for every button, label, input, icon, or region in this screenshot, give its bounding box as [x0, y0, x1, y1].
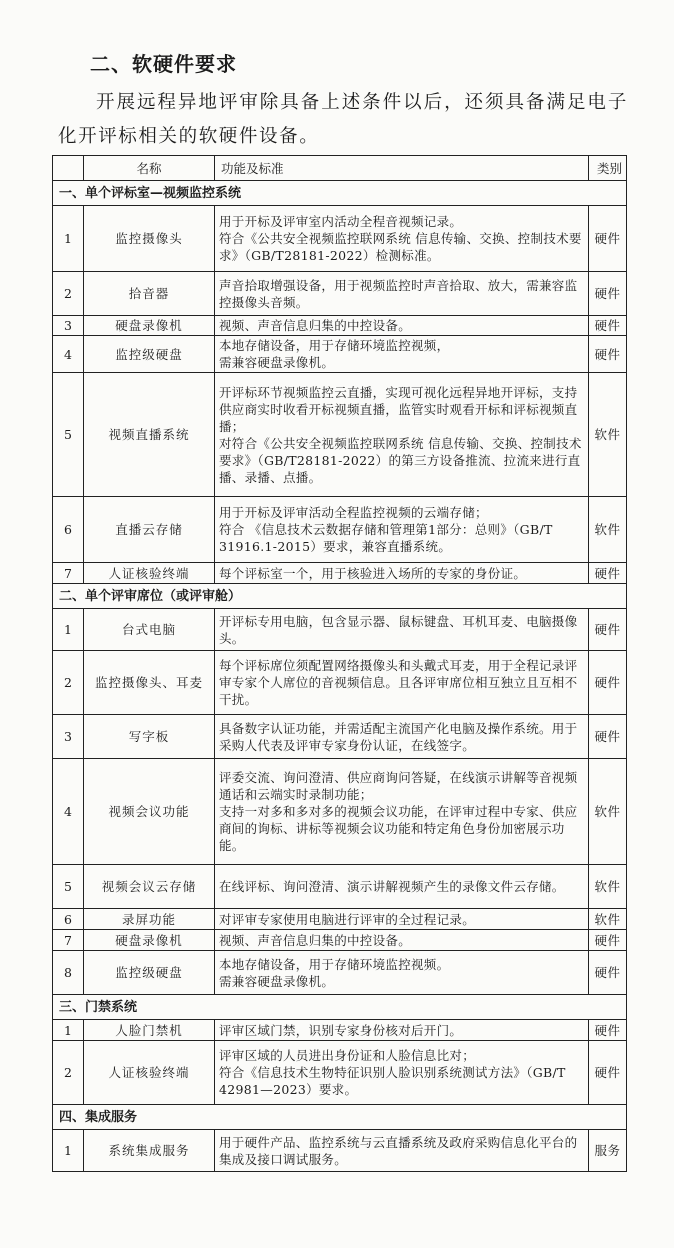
- item-name: 监控级硬盘: [84, 951, 215, 995]
- item-description: [215, 272, 589, 316]
- table-row: [53, 1041, 627, 1105]
- item-type: 硬件: [589, 609, 627, 651]
- description-line: 符合《信息技术生物特征识别人脸识别系统测试方法》（GB/T 42981—2023）要求。: [219, 1065, 566, 1097]
- item-name: 视频直播系统: [84, 373, 215, 497]
- row-number: 1: [53, 609, 84, 651]
- section-row: [53, 584, 627, 609]
- table-row: [53, 1020, 627, 1041]
- item-description: [215, 1041, 589, 1105]
- item-type: 硬件: [589, 1041, 627, 1105]
- description-line: 在线评标、询问澄清、演示讲解视频产生的录像文件云存储。: [219, 879, 565, 894]
- item-description: [215, 563, 589, 584]
- intro-paragraph: 开展远程异地评审除具备上述条件以后，还须具备满足电子化开评标相关的软硬件设备。: [58, 92, 628, 147]
- item-type: 硬件: [589, 951, 627, 995]
- item-description: [215, 759, 589, 865]
- description-line: 需兼容硬盘录像机。: [219, 973, 335, 989]
- table-row: [53, 609, 627, 651]
- section-title: 三、门禁系统: [53, 995, 627, 1020]
- item-type: 硬件: [589, 651, 627, 715]
- row-number: 2: [53, 651, 84, 715]
- table-row: [53, 563, 627, 584]
- item-description: [215, 316, 589, 336]
- item-description: [215, 1130, 589, 1172]
- item-name: 写字板: [84, 715, 215, 759]
- section-heading: 二、软硬件要求: [90, 52, 237, 76]
- item-name: 视频会议功能: [84, 759, 215, 865]
- table-row: [53, 1130, 627, 1172]
- description-line: 评审区域的人员进出身份证和人脸信息比对；: [219, 1048, 476, 1063]
- header-type: 类别: [589, 156, 627, 181]
- description-line: 用于开标及评审室内活动全程音视频记录。: [219, 214, 463, 229]
- description-line: 评委交流、询问澄清、供应商询问答疑，在线演示讲解等音视频通话和云端实时录制功能；: [219, 770, 578, 802]
- item-type: 软件: [589, 497, 627, 563]
- item-name: 硬盘录像机: [84, 316, 215, 336]
- table-row: [53, 865, 627, 909]
- description-line: 对评审专家使用电脑进行评审的全过程记录。: [219, 911, 476, 927]
- item-name: 拾音器: [84, 272, 215, 316]
- item-description: [215, 909, 589, 930]
- description-line: 符合《公共安全视频监控联网系统 信息传输、交换、控制技术要求》（GB/T28181-2022）检测标准。: [219, 231, 582, 263]
- item-type: 硬件: [589, 715, 627, 759]
- section-row: [53, 995, 627, 1020]
- row-number: 1: [53, 1130, 84, 1172]
- description-line: 视频、声音信息归集的中控设备。: [219, 932, 412, 948]
- item-name: 人证核验终端: [84, 563, 215, 584]
- row-number: 7: [53, 563, 84, 584]
- row-number: 5: [53, 865, 84, 909]
- description-line: 需兼容硬盘录像机。: [219, 355, 335, 370]
- description-line: 支持一对多和多对多的视频会议功能，在评审过程中专家、供应商间的询标、讲标等视频会议功能和特定角色身份加密展示功能。: [219, 804, 578, 853]
- table-row: [53, 759, 627, 865]
- table-header-row: [53, 156, 627, 181]
- item-name: 监控摄像头: [84, 206, 215, 272]
- description-line: 开评标专用电脑，包含显示器、鼠标键盘、耳机耳麦、电脑摄像头。: [219, 613, 578, 646]
- item-type: 硬件: [589, 1020, 627, 1041]
- item-name: 台式电脑: [84, 609, 215, 651]
- item-description: [215, 336, 589, 373]
- row-number: 3: [53, 715, 84, 759]
- row-number: 1: [53, 206, 84, 272]
- item-description: [215, 715, 589, 759]
- table-row: [53, 272, 627, 316]
- item-description: [215, 206, 589, 272]
- description-line: 本地存储设备，用于存储环境监控视频，: [219, 338, 450, 353]
- item-name: 监控摄像头、耳麦: [84, 651, 215, 715]
- header-num: [53, 156, 84, 181]
- item-name: 监控级硬盘: [84, 336, 215, 373]
- table-row: [53, 909, 627, 930]
- requirements-table: [52, 155, 627, 1172]
- row-number: 4: [53, 759, 84, 865]
- section-title: 四、集成服务: [53, 1105, 627, 1130]
- row-number: 6: [53, 497, 84, 563]
- description-line: 每个评标席位须配置网络摄像头和头戴式耳麦，用于全程记录评审专家个人席位的音视频信息。且各评审席位相互独立且互相不干扰。: [219, 658, 578, 707]
- row-number: 8: [53, 951, 84, 995]
- item-description: [215, 497, 589, 563]
- row-number: 2: [53, 272, 84, 316]
- table-row: [53, 497, 627, 563]
- header-name: 名称: [84, 156, 215, 181]
- row-number: 7: [53, 930, 84, 951]
- item-name: 人脸门禁机: [84, 1020, 215, 1041]
- item-name: 人证核验终端: [84, 1041, 215, 1105]
- description-line: 每个评标室一个，用于核验进入场所的专家的身份证。: [219, 565, 527, 581]
- item-type: 服务: [589, 1130, 627, 1172]
- table-body: [53, 181, 627, 1172]
- item-type: 硬件: [589, 336, 627, 373]
- table-row: [53, 316, 627, 336]
- item-type: 软件: [589, 865, 627, 909]
- item-description: [215, 951, 589, 995]
- item-type: 硬件: [589, 563, 627, 584]
- item-type: 软件: [589, 759, 627, 865]
- description-line: 用于硬件产品、监控系统与云直播系统及政府采购信息化平台的集成及接口调试服务。: [219, 1134, 578, 1167]
- item-name: 硬盘录像机: [84, 930, 215, 951]
- header-function: 功能及标准: [215, 156, 589, 181]
- section-title: 一、单个评标室—视频监控系统: [53, 181, 627, 206]
- description-line: 视频、声音信息归集的中控设备。: [219, 318, 412, 333]
- item-type: 硬件: [589, 272, 627, 316]
- item-type: 软件: [589, 373, 627, 497]
- item-type: 硬件: [589, 930, 627, 951]
- row-number: 1: [53, 1020, 84, 1041]
- row-number: 4: [53, 336, 84, 373]
- item-description: [215, 373, 589, 497]
- table-row: [53, 651, 627, 715]
- item-type: 软件: [589, 909, 627, 930]
- item-name: 录屏功能: [84, 909, 215, 930]
- item-description: [215, 609, 589, 651]
- row-number: 2: [53, 1041, 84, 1105]
- table-row: [53, 715, 627, 759]
- row-number: 3: [53, 316, 84, 336]
- item-description: [215, 1020, 589, 1041]
- description-line: 评审区域门禁，识别专家身份核对后开门。: [219, 1022, 463, 1038]
- item-description: [215, 865, 589, 909]
- table-row: [53, 951, 627, 995]
- row-number: 6: [53, 909, 84, 930]
- item-type: 硬件: [589, 206, 627, 272]
- item-name: 直播云存储: [84, 497, 215, 563]
- description-line: 具备数字认证功能，并需适配主流国产化电脑及操作系统。用于采购人代表及评审专家身份认证，在线签字。: [219, 720, 578, 753]
- description-line: 开评标环节视频监控云直播，实现可视化远程异地开评标，支持供应商实时收看开标视频直播，监管实时观看开标和评标视频直播；: [219, 384, 578, 434]
- row-number: 5: [53, 373, 84, 497]
- table-row: [53, 373, 627, 497]
- table-row: [53, 930, 627, 951]
- description-line: 用于开标及评审活动全程监控视频的云端存储；: [219, 505, 488, 520]
- section-row: [53, 181, 627, 206]
- description-line: 对符合《公共安全视频监控联网系统 信息传输、交换、控制技术要求》（GB/T28181-2022）的第三方设备推流、拉流来进行直播、录播、点播。: [219, 435, 582, 485]
- section-row: [53, 1105, 627, 1130]
- item-name: 系统集成服务: [84, 1130, 215, 1172]
- section-title: 二、单个评审席位（或评审舱）: [53, 584, 627, 609]
- description-line: 符合 《信息技术云数据存储和管理第1部分：总则》（GB/T 31916.1-2015）要求，兼容直播系统。: [219, 522, 553, 554]
- table-row: [53, 206, 627, 272]
- item-name: 视频会议云存储: [84, 865, 215, 909]
- item-description: [215, 930, 589, 951]
- item-description: [215, 651, 589, 715]
- item-type: 硬件: [589, 316, 627, 336]
- description-line: 声音拾取增强设备，用于视频监控时声音拾取、放大，需兼容监控摄像头音频。: [219, 277, 578, 310]
- table-row: [53, 336, 627, 373]
- description-line: 本地存储设备，用于存储环境监控视频。: [219, 956, 450, 972]
